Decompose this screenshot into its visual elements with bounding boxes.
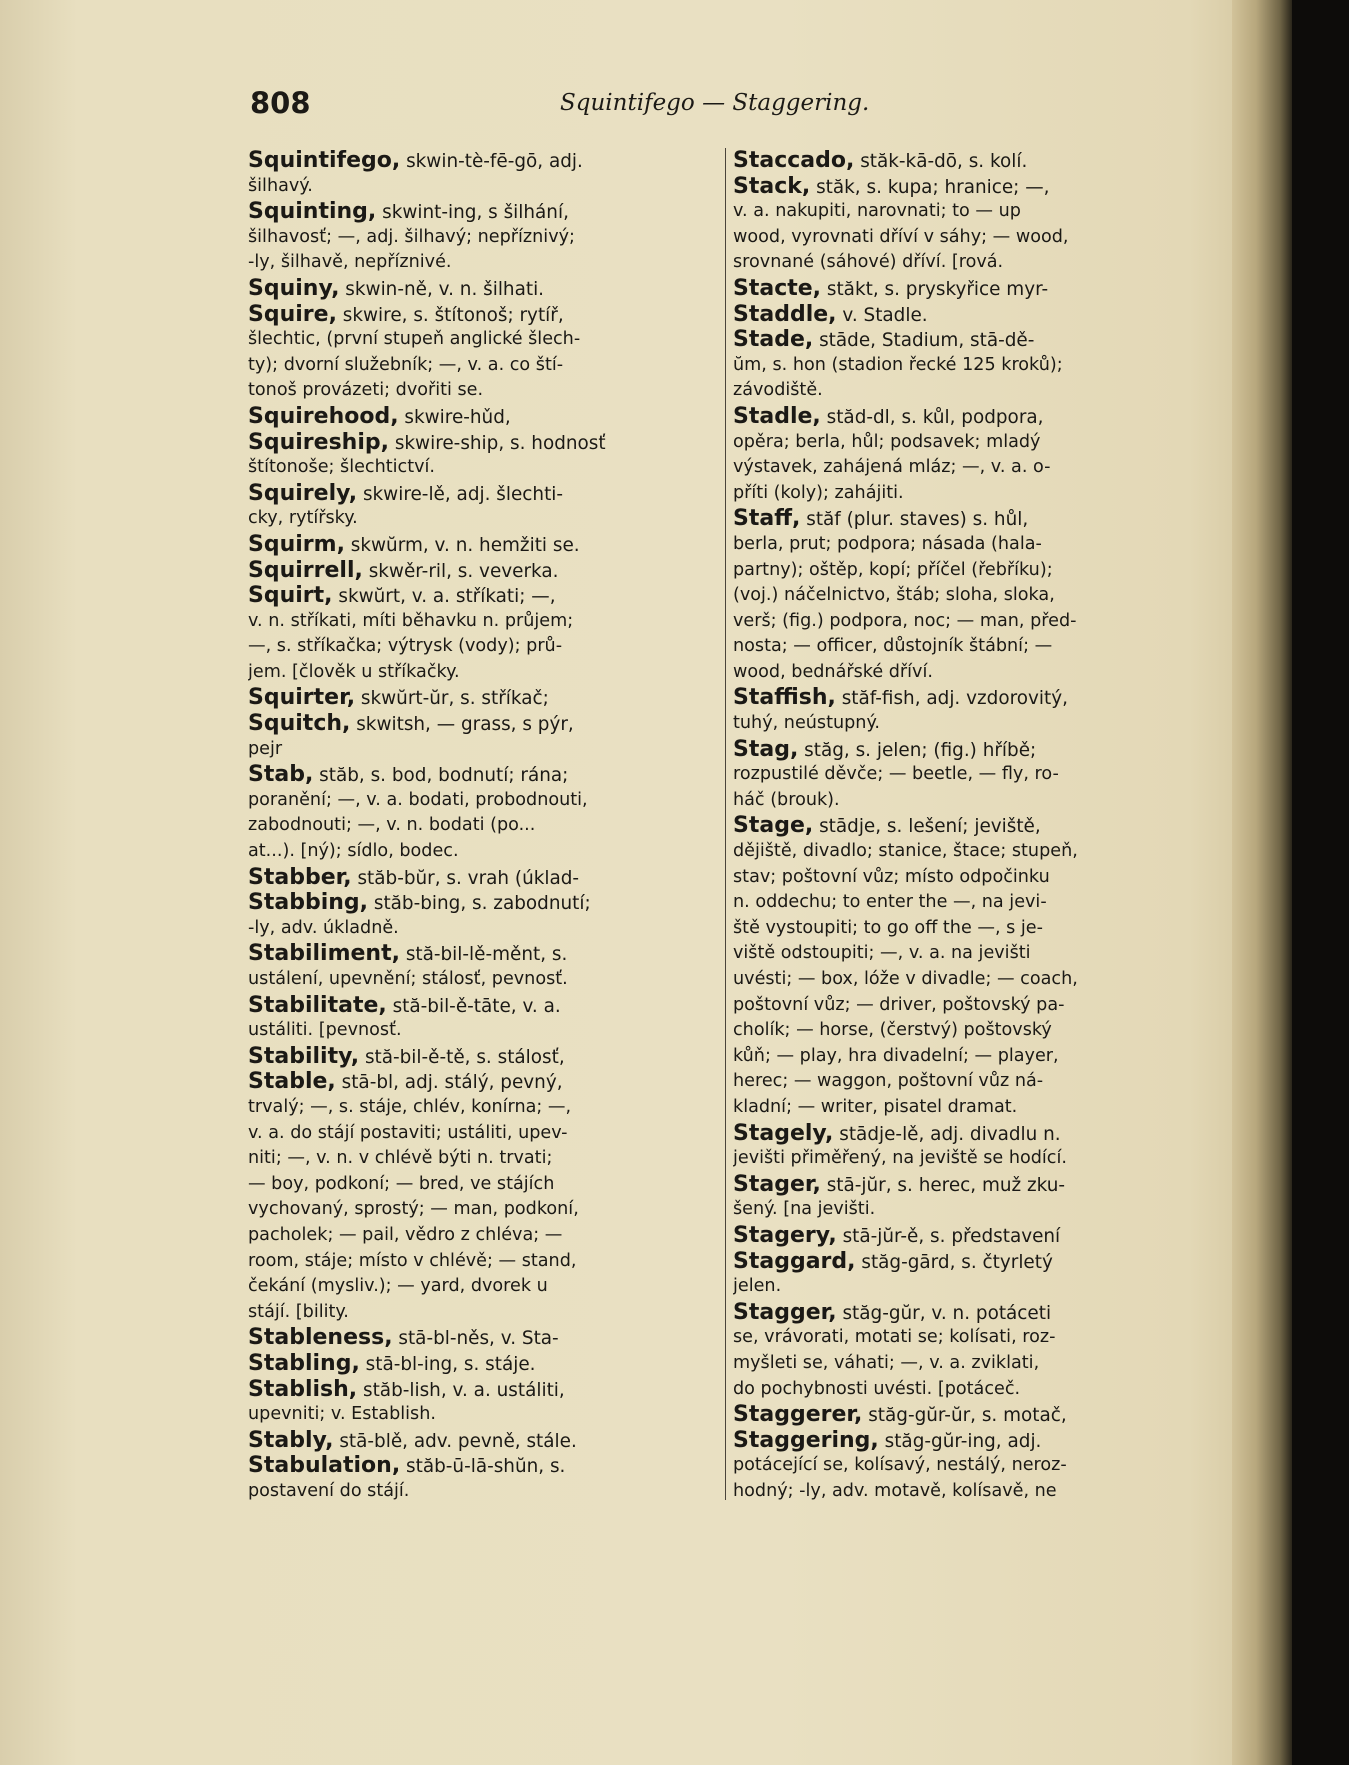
dictionary-text-line: room, stáje; místo v chlévě; — stand, — [248, 1250, 577, 1271]
dictionary-entry-line: Stabilitate, stă-bil-ě-tāte, v. a. — [248, 992, 561, 1018]
dictionary-text-line: šilhavý. — [248, 175, 313, 196]
dictionary-text-line: myšleti se, váhati; —, v. a. zviklati, — [733, 1352, 1040, 1373]
dictionary-entry-line: Stab, stăb, s. bod, bodnutí; rána; — [248, 762, 569, 788]
dictionary-entry-line: Stagely, stādje-lě, adj. divadlu n. — [733, 1120, 1061, 1146]
dictionary-text-line: v. a. do stájí postaviti; ustáliti, upev- — [248, 1122, 568, 1143]
dictionary-entry-line: Stagger, stăg-gŭr, v. n. potáceti — [733, 1299, 1052, 1325]
dictionary-entry-line: Squintifego, skwin-tè-fē-gō, adj. — [248, 148, 583, 173]
dictionary-entry-line: Stablish, stăb-lish, v. a. ustáliti, — [248, 1376, 565, 1402]
dictionary-text-line: srovnané (sáhové) dříví. [rová. — [733, 252, 1004, 273]
page-header — [250, 86, 1210, 126]
dictionary-text-line: upevniti; v. Establish. — [248, 1404, 436, 1425]
dictionary-text-line: tonoš provázeti; dvořiti se. — [248, 380, 484, 401]
dictionary-entry-line: Staggard, stăg-gārd, s. čtyrletý — [733, 1248, 1053, 1274]
dictionary-text-line: nosta; — officer, důstojník štábní; — — [733, 636, 1053, 657]
dictionary-entry-line: Stabulation, stăb-ū-lā-shŭn, s. — [248, 1453, 566, 1479]
dictionary-entry-line: Stadle, stăd-dl, s. kůl, podpora, — [733, 403, 1044, 429]
dictionary-entry-line: Squirehood, skwire-hǔd, — [248, 403, 511, 429]
page-number: 808 — [250, 86, 311, 120]
dictionary-text-line: ustáliti. [pevnosť. — [248, 1020, 402, 1041]
dictionary-entry-line: Squireship, skwire-ship, s. hodnosť — [248, 429, 606, 455]
dictionary-entry-line: Stade, stāde, Stadium, stā-dě- — [733, 327, 1035, 353]
dictionary-entry-line: Squiny, skwin-ně, v. n. šilhati. — [248, 275, 545, 301]
dictionary-entry-line: Stability, stă-bil-ě-tě, s. stálosť, — [248, 1043, 565, 1069]
dictionary-text-line: — boy, podkoní; — bred, ve stájích — [248, 1173, 555, 1194]
dictionary-text-line: výstavek, zahájená mláz; —, v. a. o- — [733, 457, 1051, 478]
dictionary-entry-line: Stabling, stā-bl-ing, s. stáje. — [248, 1350, 536, 1376]
dictionary-text-line: háč (brouk). — [733, 789, 840, 810]
dictionary-text-line: příti (koly); zahájiti. — [733, 482, 904, 503]
dictionary-text-line: stájí. [bility. — [248, 1301, 349, 1322]
dictionary-text-line: wood, vyrovnati dříví v sáhy; — wood, — [733, 226, 1069, 247]
dictionary-entry-line: Staffish, stăf-fish, adj. vzdorovitý, — [733, 685, 1068, 711]
dictionary-text-line: zabodnouti; —, v. n. bodati (po... — [248, 815, 536, 836]
dictionary-text-line: dějiště, divadlo; stanice, štace; stupeň, — [733, 841, 1078, 862]
dictionary-text-line: berla, prut; podpora; násada (hala- — [733, 533, 1042, 554]
dictionary-entry-line: Staggerer, stăg-gŭr-ŭr, s. motač, — [733, 1402, 1067, 1428]
dictionary-entry-line: Stag, stăg, s. jelen; (fig.) hříbě; — [733, 736, 1037, 762]
dictionary-text-line: štítonoše; šlechtictví. — [248, 457, 435, 478]
dictionary-text-line: čekání (mysliv.); — yard, dvorek u — [248, 1276, 548, 1297]
dictionary-text-line: opěra; berla, hůl; podsavek; mladý — [733, 431, 1041, 452]
dictionary-text-line: šilhavosť; —, adj. šilhavý; nepříznivý; — [248, 226, 575, 247]
dictionary-entry-line: Squirely, skwire-lě, adj. šlechti- — [248, 480, 564, 506]
dictionary-entry-line: Squirrell, skwěr-ril, s. veverka. — [248, 557, 559, 583]
dictionary-text-line: jevišti přiměřený, na jeviště se hodící. — [733, 1148, 1067, 1169]
running-head: Squintifego — Staggering. — [560, 90, 870, 116]
dictionary-entry-line: Staggering, stăg-gŭr-ing, adj. — [733, 1427, 1042, 1453]
dictionary-entry-line: Staccado, stăk-kā-dō, s. kolí. — [733, 148, 1028, 173]
dictionary-entry-line: Squire, skwire, s. štítonoš; rytíř, — [248, 301, 564, 327]
dictionary-entry-line: Stably, stā-blě, adv. pevně, stále. — [248, 1427, 577, 1453]
left-column — [248, 148, 718, 1504]
dictionary-text-line: ŭm, s. hon (stadion řecké 125 kroků); — [733, 354, 1063, 375]
dictionary-entry-line: Stabbing, stăb-bing, s. zabodnutí; — [248, 890, 591, 916]
dictionary-text-line: se, vrávorati, motati se; kolísati, roz- — [733, 1327, 1056, 1348]
dictionary-text-line: šený. [na jevišti. — [733, 1199, 876, 1220]
dictionary-entry-line: Stack, stăk, s. kupa; hranice; —, — [733, 173, 1050, 199]
dictionary-text-line: závodiště. — [733, 380, 823, 401]
dictionary-text-line: niti; —, v. n. v chlévě býti n. trvati; — [248, 1148, 553, 1169]
dictionary-text-line: cky, rytířsky. — [248, 508, 358, 529]
dictionary-entry-line: Stacte, stăkt, s. pryskyřice myr- — [733, 275, 1049, 301]
dictionary-entry-line: Stableness, stā-bl-něs, v. Sta- — [248, 1325, 559, 1351]
dictionary-entry-line: Stable, stā-bl, adj. stálý, pevný, — [248, 1069, 563, 1095]
book-spine-edge — [1232, 0, 1292, 1765]
dictionary-text-line: tuhý, neústupný. — [733, 713, 880, 734]
dictionary-text-line: uvésti; — box, lóže v divadle; — coach, — [733, 969, 1078, 989]
dictionary-text-line: jem. [člověk u stříkačky. — [248, 661, 460, 682]
dictionary-text-line: pacholek; — pail, vědro z chléva; — — [248, 1224, 563, 1245]
dictionary-text-line: herec; — waggon, poštovní vůz ná- — [733, 1071, 1044, 1092]
dictionary-text-line: vychovaný, sprostý; — man, podkoní, — [248, 1199, 579, 1220]
dictionary-text-line: -ly, adv. úkladně. — [248, 917, 399, 938]
right-column — [733, 148, 1211, 1504]
dictionary-text-line: partny); oštěp, kopí; příčel (řebříku); — [733, 559, 1053, 580]
dictionary-text-line: wood, bednářské dříví. — [733, 661, 933, 682]
dictionary-text-line: poštovní vůz; — driver, poštovský pa- — [733, 994, 1065, 1015]
dictionary-text-line: cholík; — horse, (čerstvý) poštovský — [733, 1020, 1052, 1041]
dictionary-entry-line: Squirm, skwŭrm, v. n. hemžiti se. — [248, 531, 580, 557]
dictionary-text-line: -ly, šilhavě, nepříznivé. — [248, 252, 452, 273]
dictionary-text-line: v. n. stříkati, míti běhavku n. průjem; — [248, 610, 574, 631]
dictionary-text-line: —, s. stříkačka; výtrysk (vody); prů- — [248, 636, 563, 657]
dictionary-text-line: (voj.) náčelnictvo, štáb; sloha, sloka, — [733, 585, 1055, 606]
dictionary-text-line: kladní; — writer, pisatel dramat. — [733, 1096, 1018, 1117]
dictionary-text-line: viště odstoupiti; —, v. a. na jevišti — [733, 943, 1031, 964]
dictionary-entry-line: Squinting, skwint-ing, s šilhání, — [248, 199, 569, 225]
dictionary-text-line: stav; poštovní vůz; místo odpočinku — [733, 866, 1050, 887]
dictionary-text-line: ty); dvorní služebník; —, v. a. co ští- — [248, 354, 564, 375]
dictionary-entry-line: Squirter, skwŭrt-ŭr, s. stříkač; — [248, 685, 549, 711]
dictionary-entry-line: Stabber, stăb-bŭr, s. vrah (úklad- — [248, 864, 580, 890]
dictionary-entry-line: Stagery, stā-jŭr-ě, s. představení — [733, 1222, 1061, 1248]
dictionary-text-line: pejr — [248, 738, 283, 759]
dictionary-entry-line: Squirt, skwŭrt, v. a. stříkati; —, — [248, 583, 556, 609]
dictionary-entry-line: Stager, stā-jŭr, s. herec, muž zku- — [733, 1171, 1066, 1197]
dictionary-text-line: do pochybnosti uvésti. [potáceč. — [733, 1378, 1021, 1399]
dictionary-text-line: potácející se, kolísavý, nestálý, neroz- — [733, 1455, 1067, 1476]
dictionary-entry-line: Stabiliment, stă-bil-lě-měnt, s. — [248, 941, 568, 967]
dictionary-text-line: šlechtic, (první stupeň anglické šlech- — [248, 329, 581, 350]
dictionary-entry-line: Squitch, skwitsh, — grass, s pýr, — [248, 711, 574, 737]
column-divider — [725, 148, 726, 1500]
dictionary-entry-line: Staddle, v. Stadle. — [733, 301, 928, 327]
dictionary-text-line: postavení do stájí. — [248, 1480, 410, 1501]
dictionary-text-line: trvalý; —, s. stáje, chlév, konírna; —, — [248, 1096, 572, 1117]
dictionary-text-line: v. a. nakupiti, narovnati; to — up — [733, 201, 1021, 222]
dictionary-text-line: poranění; —, v. a. bodati, probodnouti, — [248, 789, 588, 810]
dictionary-text-line: n. oddechu; to enter the —, na jevi- — [733, 892, 1047, 913]
dictionary-text-line: hodný; -ly, adv. motavě, kolísavě, ne — [733, 1480, 1057, 1501]
dictionary-text-line: ustálení, upevnění; stálosť, pevnosť. — [248, 969, 568, 989]
dictionary-text-line: rozpustilé děvče; — beetle, — fly, ro- — [733, 764, 1059, 785]
dictionary-text-line: jelen. — [733, 1276, 782, 1297]
dictionary-text-line: verš; (fig.) podpora, noc; — man, před- — [733, 610, 1077, 631]
dictionary-text-line: kůň; — play, hra divadelní; — player, — [733, 1045, 1059, 1066]
dictionary-text-line: at...). [ný); sídlo, bodec. — [248, 841, 459, 862]
dictionary-entry-line: Stage, stādje, s. lešení; jeviště, — [733, 813, 1041, 839]
dictionary-entry-line: Staff, stăf (plur. staves) s. hůl, — [733, 506, 1029, 532]
dictionary-text-line: ště vystoupiti; to go off the —, s je- — [733, 917, 1043, 938]
